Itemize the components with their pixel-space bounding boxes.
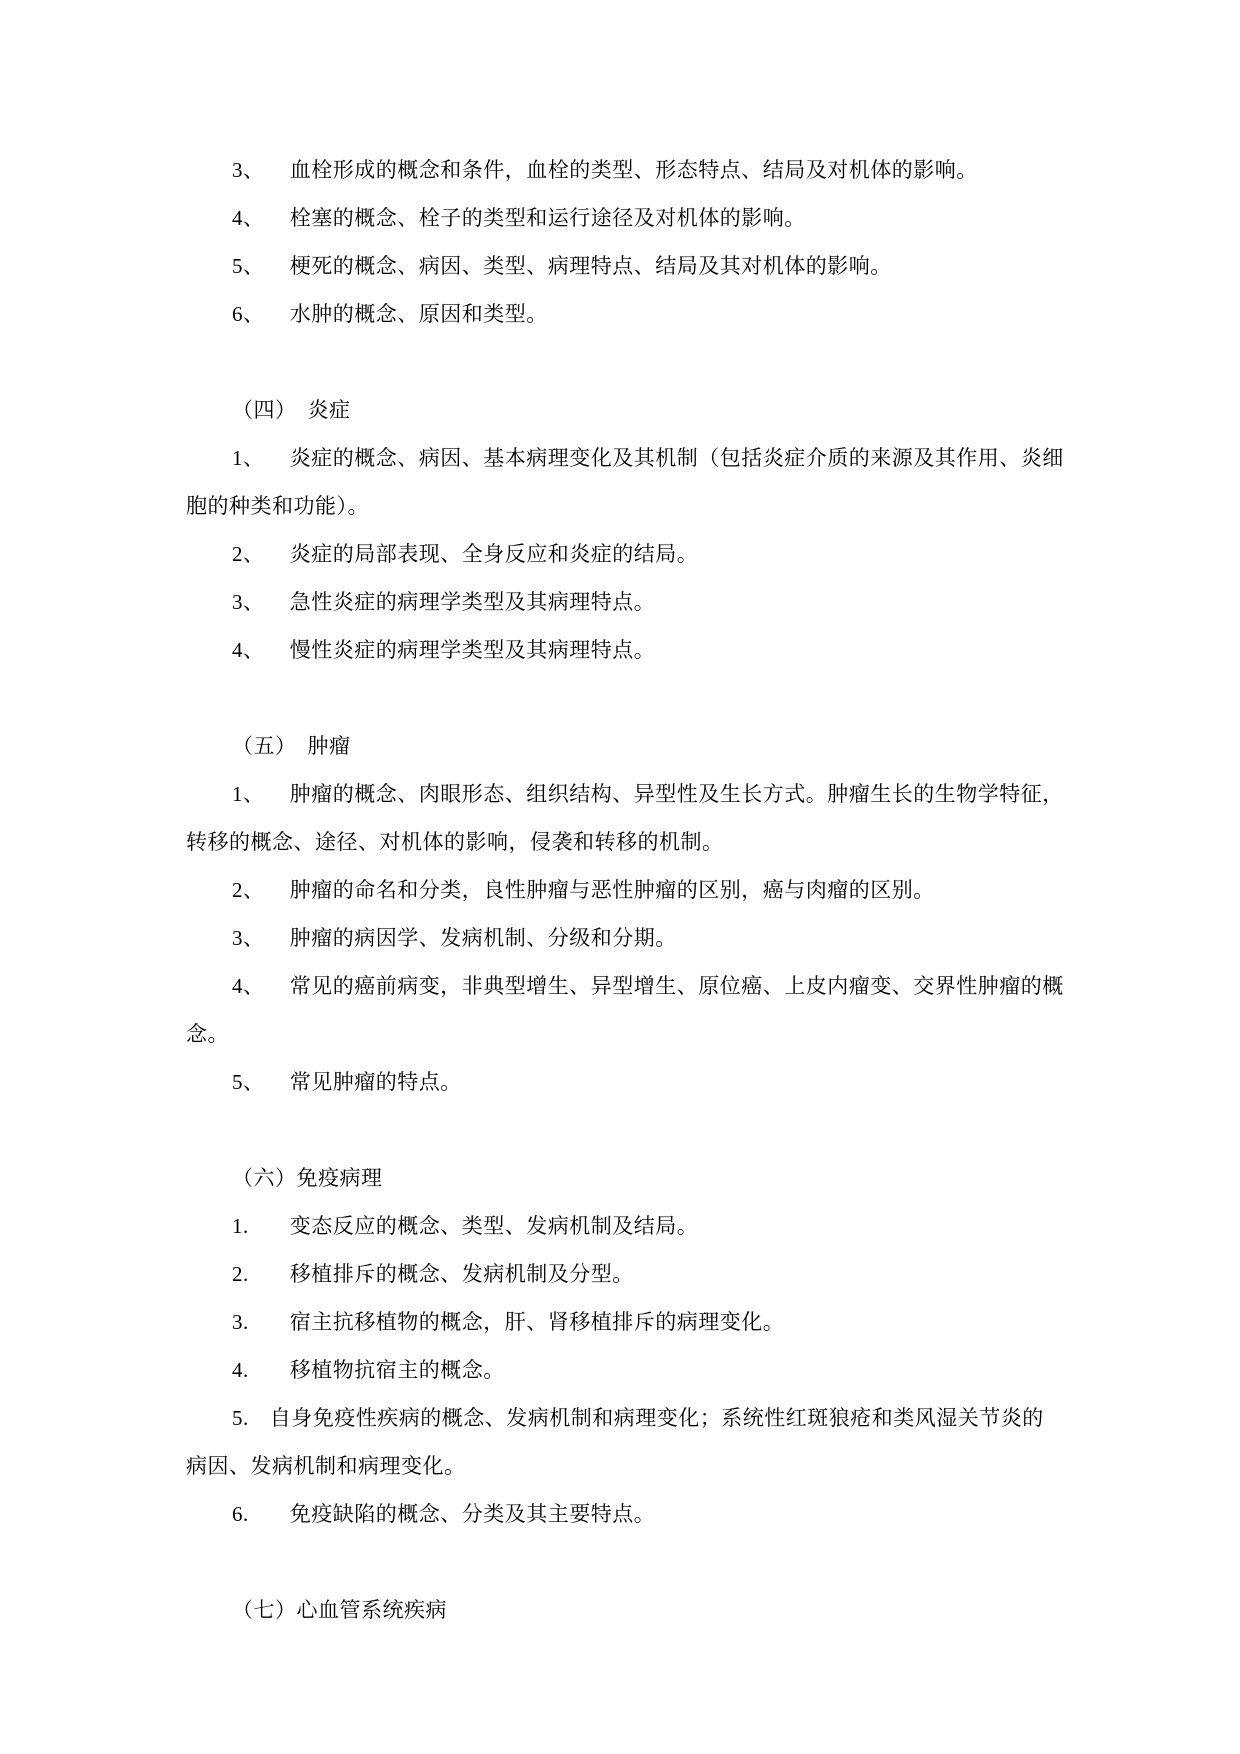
- text-line: [186, 146, 1170, 194]
- line-text: 炎症的局部表现、全身反应和炎症的结局。: [289, 542, 699, 566]
- item-number: 4、: [232, 974, 265, 998]
- line-text: 移植物抗宿主的概念。: [289, 1358, 505, 1382]
- text-line: [186, 578, 1170, 626]
- section-heading: [186, 1154, 1170, 1202]
- line-text: 梗死的概念、病因、类型、病理特点、结局及其对机体的影响。: [289, 254, 892, 278]
- text-line: [186, 434, 1170, 482]
- text-line: [186, 1442, 1170, 1490]
- line-text: 急性炎症的病理学类型及其病理特点。: [289, 590, 656, 614]
- line-text: 水肿的概念、原因和类型。: [289, 302, 548, 326]
- text-line: [186, 1250, 1170, 1298]
- item-number: 5、: [232, 254, 265, 278]
- text-line: [186, 242, 1170, 290]
- line-text: （四） 炎症: [232, 398, 351, 422]
- text-line: [186, 1394, 1170, 1442]
- item-number: 3.: [232, 1310, 249, 1334]
- text-line: [186, 1490, 1170, 1538]
- item-number: 4、: [232, 206, 265, 230]
- item-number: 1、: [232, 782, 265, 806]
- text-line: [186, 914, 1170, 962]
- text-line: [186, 1010, 1170, 1058]
- item-number: 3、: [232, 590, 265, 614]
- line-text: 念。: [186, 1022, 229, 1046]
- line-text: 肿瘤的病因学、发病机制、分级和分期。: [289, 926, 677, 950]
- line-text: 自身免疫性疾病的概念、发病机制和病理变化；系统性红斑狼疮和类风湿关节炎的: [269, 1406, 1044, 1430]
- line-text: 宿主抗移植物的概念，肝、肾移植排斥的病理变化。: [289, 1310, 785, 1334]
- text-line: [186, 1298, 1170, 1346]
- line-text: （五） 肿瘤: [232, 734, 351, 758]
- section-heading: [186, 1586, 1170, 1634]
- item-number: 1.: [232, 1214, 249, 1238]
- line-text: （六）免疫病理: [232, 1166, 383, 1190]
- text-line: [186, 530, 1170, 578]
- item-number: 6.: [232, 1502, 249, 1526]
- text-line: [186, 626, 1170, 674]
- blank-line: [186, 1538, 1170, 1586]
- line-text: 免疫缺陷的概念、分类及其主要特点。: [289, 1502, 656, 1526]
- line-text: 慢性炎症的病理学类型及其病理特点。: [289, 638, 656, 662]
- item-number: 3、: [232, 158, 265, 182]
- line-text: 血栓形成的概念和条件，血栓的类型、形态特点、结局及对机体的影响。: [289, 158, 978, 182]
- line-text: 栓塞的概念、栓子的类型和运行途径及对机体的影响。: [289, 206, 806, 230]
- text-line: [186, 1058, 1170, 1106]
- line-text: 常见的癌前病变，非典型增生、异型增生、原位癌、上皮内瘤变、交界性肿瘤的概: [289, 974, 1064, 998]
- text-line: [186, 1202, 1170, 1250]
- text-line: [186, 482, 1170, 530]
- item-number: 5、: [232, 1070, 265, 1094]
- line-text: 炎症的概念、病因、基本病理变化及其机制（包括炎症介质的来源及其作用、炎细: [289, 446, 1064, 470]
- blank-line: [186, 338, 1170, 386]
- item-number: 2、: [232, 542, 265, 566]
- section-heading: [186, 722, 1170, 770]
- text-line: [186, 962, 1170, 1010]
- text-line: [186, 194, 1170, 242]
- item-number: 5.: [232, 1406, 249, 1430]
- item-number: 4.: [232, 1358, 249, 1382]
- text-line: [186, 290, 1170, 338]
- text-line: [186, 866, 1170, 914]
- line-text: 移植排斥的概念、发病机制及分型。: [289, 1262, 634, 1286]
- blank-line: [186, 674, 1170, 722]
- item-number: 1、: [232, 446, 265, 470]
- line-text: 变态反应的概念、类型、发病机制及结局。: [289, 1214, 699, 1238]
- item-number: 6、: [232, 302, 265, 326]
- line-text: 转移的概念、途径、对机体的影响，侵袭和转移的机制。: [186, 830, 724, 854]
- item-number: 2.: [232, 1262, 249, 1286]
- text-line: [186, 818, 1170, 866]
- item-number: 3、: [232, 926, 265, 950]
- item-number: 2、: [232, 878, 265, 902]
- text-line: [186, 770, 1170, 818]
- line-text: （七）心血管系统疾病: [232, 1598, 447, 1622]
- line-text: 病因、发病机制和病理变化。: [186, 1454, 466, 1478]
- line-text: 常见肿瘤的特点。: [289, 1070, 462, 1094]
- line-text: 肿瘤的概念、肉眼形态、组织结构、异型性及生长方式。肿瘤生长的生物学特征，: [289, 782, 1064, 806]
- document-body: [186, 146, 1170, 1634]
- text-line: [186, 1346, 1170, 1394]
- section-heading: [186, 386, 1170, 434]
- item-number: 4、: [232, 638, 265, 662]
- blank-line: [186, 1106, 1170, 1154]
- line-text: 胞的种类和功能）。: [186, 494, 369, 518]
- line-text: 肿瘤的命名和分类，良性肿瘤与恶性肿瘤的区别，癌与肉瘤的区别。: [289, 878, 935, 902]
